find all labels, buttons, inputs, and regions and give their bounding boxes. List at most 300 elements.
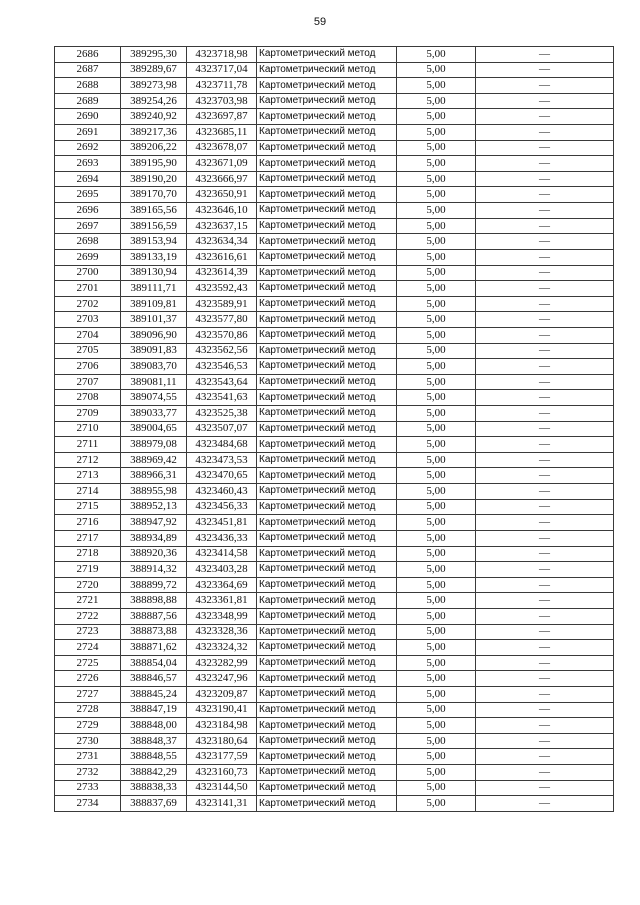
table-row (55, 390, 614, 406)
table-row (55, 733, 614, 749)
accuracy-cell: 5,00 (397, 203, 476, 219)
table-row (55, 452, 614, 468)
table-row (55, 265, 614, 281)
method-cell: Картометрический метод (257, 47, 397, 63)
x-coordinate-cell: 389081,11 (121, 374, 187, 390)
method-cell: Картометрический метод (257, 530, 397, 546)
table-row (55, 437, 614, 453)
method-cell: Картометрический метод (257, 265, 397, 281)
method-cell: Картометрический метод (257, 608, 397, 624)
y-coordinate-cell: 4323436,33 (187, 530, 257, 546)
table-row (55, 468, 614, 484)
y-coordinate-cell: 4323282,99 (187, 655, 257, 671)
point-number-cell: 2707 (55, 374, 121, 390)
x-coordinate-cell: 388979,08 (121, 437, 187, 453)
description-cell: — (476, 109, 614, 125)
description-cell: — (476, 686, 614, 702)
accuracy-cell: 5,00 (397, 281, 476, 297)
method-cell: Картометрический метод (257, 327, 397, 343)
table-row (55, 686, 614, 702)
y-coordinate-cell: 4323177,59 (187, 749, 257, 765)
table-row (55, 171, 614, 187)
x-coordinate-cell: 389165,56 (121, 203, 187, 219)
table-row (55, 234, 614, 250)
table-row (55, 406, 614, 422)
point-number-cell: 2697 (55, 218, 121, 234)
description-cell: — (476, 187, 614, 203)
page-number: 59 (313, 16, 327, 28)
x-coordinate-cell: 389101,37 (121, 312, 187, 328)
point-number-cell: 2731 (55, 749, 121, 765)
coordinates-table (54, 46, 614, 812)
accuracy-cell: 5,00 (397, 624, 476, 640)
point-number-cell: 2719 (55, 562, 121, 578)
y-coordinate-cell: 4323592,43 (187, 281, 257, 297)
point-number-cell: 2721 (55, 593, 121, 609)
method-cell: Картометрический метод (257, 765, 397, 781)
point-number-cell: 2717 (55, 530, 121, 546)
x-coordinate-cell: 389033,77 (121, 406, 187, 422)
table-row (55, 765, 614, 781)
accuracy-cell: 5,00 (397, 593, 476, 609)
y-coordinate-cell: 4323361,81 (187, 593, 257, 609)
description-cell: — (476, 515, 614, 531)
x-coordinate-cell: 389254,26 (121, 93, 187, 109)
point-number-cell: 2727 (55, 686, 121, 702)
x-coordinate-cell: 388842,29 (121, 765, 187, 781)
description-cell: — (476, 640, 614, 656)
accuracy-cell: 5,00 (397, 47, 476, 63)
table-row (55, 530, 614, 546)
accuracy-cell: 5,00 (397, 140, 476, 156)
x-coordinate-cell: 388966,31 (121, 468, 187, 484)
method-cell: Картометрический метод (257, 718, 397, 734)
description-cell: — (476, 733, 614, 749)
point-number-cell: 2700 (55, 265, 121, 281)
table-row (55, 546, 614, 562)
table-row (55, 749, 614, 765)
accuracy-cell: 5,00 (397, 718, 476, 734)
x-coordinate-cell: 388871,62 (121, 640, 187, 656)
y-coordinate-cell: 4323209,87 (187, 686, 257, 702)
table-row (55, 281, 614, 297)
x-coordinate-cell: 389109,81 (121, 296, 187, 312)
point-number-cell: 2722 (55, 608, 121, 624)
method-cell: Картометрический метод (257, 577, 397, 593)
y-coordinate-cell: 4323144,50 (187, 780, 257, 796)
y-coordinate-cell: 4323473,53 (187, 452, 257, 468)
method-cell: Картометрический метод (257, 156, 397, 172)
point-number-cell: 2733 (55, 780, 121, 796)
method-cell: Картометрический метод (257, 93, 397, 109)
point-number-cell: 2689 (55, 93, 121, 109)
table-row (55, 47, 614, 63)
method-cell: Картометрический метод (257, 343, 397, 359)
point-number-cell: 2704 (55, 327, 121, 343)
point-number-cell: 2711 (55, 437, 121, 453)
y-coordinate-cell: 4323324,32 (187, 640, 257, 656)
y-coordinate-cell: 4323184,98 (187, 718, 257, 734)
point-number-cell: 2695 (55, 187, 121, 203)
y-coordinate-cell: 4323525,38 (187, 406, 257, 422)
y-coordinate-cell: 4323180,64 (187, 733, 257, 749)
x-coordinate-cell: 389133,19 (121, 249, 187, 265)
table-row (55, 140, 614, 156)
accuracy-cell: 5,00 (397, 171, 476, 187)
x-coordinate-cell: 388848,37 (121, 733, 187, 749)
x-coordinate-cell: 388848,55 (121, 749, 187, 765)
y-coordinate-cell: 4323711,78 (187, 78, 257, 94)
table-row (55, 499, 614, 515)
accuracy-cell: 5,00 (397, 125, 476, 141)
method-cell: Картометрический метод (257, 468, 397, 484)
table-row (55, 624, 614, 640)
y-coordinate-cell: 4323190,41 (187, 702, 257, 718)
point-number-cell: 2716 (55, 515, 121, 531)
table-body (55, 47, 614, 812)
y-coordinate-cell: 4323348,99 (187, 608, 257, 624)
table-row (55, 702, 614, 718)
accuracy-cell: 5,00 (397, 796, 476, 812)
description-cell: — (476, 218, 614, 234)
point-number-cell: 2729 (55, 718, 121, 734)
accuracy-cell: 5,00 (397, 499, 476, 515)
point-number-cell: 2694 (55, 171, 121, 187)
description-cell: — (476, 343, 614, 359)
accuracy-cell: 5,00 (397, 156, 476, 172)
point-number-cell: 2688 (55, 78, 121, 94)
description-cell: — (476, 78, 614, 94)
accuracy-cell: 5,00 (397, 312, 476, 328)
description-cell: — (476, 125, 614, 141)
x-coordinate-cell: 388920,36 (121, 546, 187, 562)
y-coordinate-cell: 4323247,96 (187, 671, 257, 687)
table-row (55, 296, 614, 312)
table-row (55, 343, 614, 359)
description-cell: — (476, 390, 614, 406)
x-coordinate-cell: 389289,67 (121, 62, 187, 78)
table-row (55, 671, 614, 687)
point-number-cell: 2687 (55, 62, 121, 78)
x-coordinate-cell: 389096,90 (121, 327, 187, 343)
method-cell: Картометрический метод (257, 312, 397, 328)
description-cell: — (476, 234, 614, 250)
x-coordinate-cell: 388854,04 (121, 655, 187, 671)
point-number-cell: 2726 (55, 671, 121, 687)
x-coordinate-cell: 389153,94 (121, 234, 187, 250)
x-coordinate-cell: 388846,57 (121, 671, 187, 687)
x-coordinate-cell: 388838,33 (121, 780, 187, 796)
accuracy-cell: 5,00 (397, 374, 476, 390)
point-number-cell: 2730 (55, 733, 121, 749)
method-cell: Картометрический метод (257, 749, 397, 765)
description-cell: — (476, 312, 614, 328)
y-coordinate-cell: 4323470,65 (187, 468, 257, 484)
table-row (55, 327, 614, 343)
accuracy-cell: 5,00 (397, 390, 476, 406)
method-cell: Картометрический метод (257, 359, 397, 375)
table-row (55, 796, 614, 812)
y-coordinate-cell: 4323507,07 (187, 421, 257, 437)
x-coordinate-cell: 388899,72 (121, 577, 187, 593)
y-coordinate-cell: 4323484,68 (187, 437, 257, 453)
x-coordinate-cell: 388887,56 (121, 608, 187, 624)
x-coordinate-cell: 389004,65 (121, 421, 187, 437)
y-coordinate-cell: 4323456,33 (187, 499, 257, 515)
accuracy-cell: 5,00 (397, 702, 476, 718)
method-cell: Картометрический метод (257, 624, 397, 640)
description-cell: — (476, 530, 614, 546)
accuracy-cell: 5,00 (397, 468, 476, 484)
table-row (55, 374, 614, 390)
accuracy-cell: 5,00 (397, 686, 476, 702)
description-cell: — (476, 437, 614, 453)
x-coordinate-cell: 388914,32 (121, 562, 187, 578)
accuracy-cell: 5,00 (397, 562, 476, 578)
method-cell: Картометрический метод (257, 140, 397, 156)
table-row (55, 577, 614, 593)
method-cell: Картометрический метод (257, 374, 397, 390)
y-coordinate-cell: 4323634,34 (187, 234, 257, 250)
point-number-cell: 2686 (55, 47, 121, 63)
method-cell: Картометрический метод (257, 234, 397, 250)
y-coordinate-cell: 4323577,80 (187, 312, 257, 328)
description-cell: — (476, 718, 614, 734)
description-cell: — (476, 171, 614, 187)
description-cell: — (476, 296, 614, 312)
y-coordinate-cell: 4323666,97 (187, 171, 257, 187)
method-cell: Картометрический метод (257, 515, 397, 531)
method-cell: Картометрический метод (257, 281, 397, 297)
point-number-cell: 2708 (55, 390, 121, 406)
accuracy-cell: 5,00 (397, 234, 476, 250)
x-coordinate-cell: 389190,20 (121, 171, 187, 187)
point-number-cell: 2701 (55, 281, 121, 297)
accuracy-cell: 5,00 (397, 608, 476, 624)
y-coordinate-cell: 4323543,64 (187, 374, 257, 390)
description-cell: — (476, 468, 614, 484)
method-cell: Картометрический метод (257, 203, 397, 219)
x-coordinate-cell: 388898,88 (121, 593, 187, 609)
accuracy-cell: 5,00 (397, 421, 476, 437)
y-coordinate-cell: 4323364,69 (187, 577, 257, 593)
y-coordinate-cell: 4323160,73 (187, 765, 257, 781)
x-coordinate-cell: 388955,98 (121, 484, 187, 500)
accuracy-cell: 5,00 (397, 62, 476, 78)
description-cell: — (476, 327, 614, 343)
accuracy-cell: 5,00 (397, 749, 476, 765)
description-cell: — (476, 484, 614, 500)
description-cell: — (476, 671, 614, 687)
method-cell: Картометрический метод (257, 78, 397, 94)
method-cell: Картометрический метод (257, 655, 397, 671)
x-coordinate-cell: 389217,36 (121, 125, 187, 141)
method-cell: Картометрический метод (257, 171, 397, 187)
point-number-cell: 2718 (55, 546, 121, 562)
y-coordinate-cell: 4323685,11 (187, 125, 257, 141)
table-row (55, 780, 614, 796)
point-number-cell: 2732 (55, 765, 121, 781)
y-coordinate-cell: 4323650,91 (187, 187, 257, 203)
accuracy-cell: 5,00 (397, 218, 476, 234)
accuracy-cell: 5,00 (397, 765, 476, 781)
description-cell: — (476, 47, 614, 63)
x-coordinate-cell: 388847,19 (121, 702, 187, 718)
x-coordinate-cell: 388873,88 (121, 624, 187, 640)
table-row (55, 718, 614, 734)
method-cell: Картометрический метод (257, 62, 397, 78)
y-coordinate-cell: 4323141,31 (187, 796, 257, 812)
point-number-cell: 2696 (55, 203, 121, 219)
y-coordinate-cell: 4323589,91 (187, 296, 257, 312)
y-coordinate-cell: 4323546,53 (187, 359, 257, 375)
point-number-cell: 2724 (55, 640, 121, 656)
point-number-cell: 2714 (55, 484, 121, 500)
y-coordinate-cell: 4323414,58 (187, 546, 257, 562)
description-cell: — (476, 608, 614, 624)
description-cell: — (476, 249, 614, 265)
description-cell: — (476, 749, 614, 765)
point-number-cell: 2691 (55, 125, 121, 141)
table-row (55, 484, 614, 500)
table-row (55, 78, 614, 94)
x-coordinate-cell: 389083,70 (121, 359, 187, 375)
y-coordinate-cell: 4323570,86 (187, 327, 257, 343)
y-coordinate-cell: 4323697,87 (187, 109, 257, 125)
point-number-cell: 2723 (55, 624, 121, 640)
accuracy-cell: 5,00 (397, 484, 476, 500)
y-coordinate-cell: 4323703,98 (187, 93, 257, 109)
method-cell: Картометрический метод (257, 249, 397, 265)
x-coordinate-cell: 388848,00 (121, 718, 187, 734)
description-cell: — (476, 93, 614, 109)
table-row (55, 312, 614, 328)
method-cell: Картометрический метод (257, 125, 397, 141)
method-cell: Картометрический метод (257, 562, 397, 578)
y-coordinate-cell: 4323717,04 (187, 62, 257, 78)
method-cell: Картометрический метод (257, 671, 397, 687)
y-coordinate-cell: 4323614,39 (187, 265, 257, 281)
method-cell: Картометрический метод (257, 499, 397, 515)
method-cell: Картометрический метод (257, 546, 397, 562)
description-cell: — (476, 624, 614, 640)
x-coordinate-cell: 389195,90 (121, 156, 187, 172)
accuracy-cell: 5,00 (397, 671, 476, 687)
x-coordinate-cell: 389206,22 (121, 140, 187, 156)
point-number-cell: 2693 (55, 156, 121, 172)
method-cell: Картометрический метод (257, 733, 397, 749)
table-row (55, 359, 614, 375)
method-cell: Картометрический метод (257, 437, 397, 453)
method-cell: Картометрический метод (257, 593, 397, 609)
method-cell: Картометрический метод (257, 109, 397, 125)
description-cell: — (476, 702, 614, 718)
x-coordinate-cell: 389170,70 (121, 187, 187, 203)
description-cell: — (476, 593, 614, 609)
table-row (55, 640, 614, 656)
table-row (55, 156, 614, 172)
x-coordinate-cell: 389074,55 (121, 390, 187, 406)
point-number-cell: 2710 (55, 421, 121, 437)
table-row (55, 593, 614, 609)
table-row (55, 125, 614, 141)
table-row (55, 62, 614, 78)
description-cell: — (476, 374, 614, 390)
point-number-cell: 2705 (55, 343, 121, 359)
accuracy-cell: 5,00 (397, 437, 476, 453)
description-cell: — (476, 577, 614, 593)
point-number-cell: 2713 (55, 468, 121, 484)
description-cell: — (476, 140, 614, 156)
point-number-cell: 2702 (55, 296, 121, 312)
method-cell: Картометрический метод (257, 452, 397, 468)
accuracy-cell: 5,00 (397, 640, 476, 656)
accuracy-cell: 5,00 (397, 187, 476, 203)
method-cell: Картометрический метод (257, 640, 397, 656)
accuracy-cell: 5,00 (397, 327, 476, 343)
method-cell: Картометрический метод (257, 218, 397, 234)
method-cell: Картометрический метод (257, 702, 397, 718)
accuracy-cell: 5,00 (397, 296, 476, 312)
y-coordinate-cell: 4323451,81 (187, 515, 257, 531)
table-row (55, 187, 614, 203)
accuracy-cell: 5,00 (397, 343, 476, 359)
x-coordinate-cell: 388952,13 (121, 499, 187, 515)
method-cell: Картометрический метод (257, 484, 397, 500)
y-coordinate-cell: 4323616,61 (187, 249, 257, 265)
table-row (55, 109, 614, 125)
method-cell: Картометрический метод (257, 686, 397, 702)
accuracy-cell: 5,00 (397, 515, 476, 531)
y-coordinate-cell: 4323328,36 (187, 624, 257, 640)
point-number-cell: 2712 (55, 452, 121, 468)
description-cell: — (476, 156, 614, 172)
description-cell: — (476, 562, 614, 578)
accuracy-cell: 5,00 (397, 249, 476, 265)
point-number-cell: 2720 (55, 577, 121, 593)
method-cell: Картометрический метод (257, 406, 397, 422)
description-cell: — (476, 796, 614, 812)
point-number-cell: 2709 (55, 406, 121, 422)
table-row (55, 421, 614, 437)
y-coordinate-cell: 4323637,15 (187, 218, 257, 234)
point-number-cell: 2706 (55, 359, 121, 375)
point-number-cell: 2725 (55, 655, 121, 671)
method-cell: Картометрический метод (257, 421, 397, 437)
x-coordinate-cell: 388947,92 (121, 515, 187, 531)
point-number-cell: 2703 (55, 312, 121, 328)
y-coordinate-cell: 4323541,63 (187, 390, 257, 406)
x-coordinate-cell: 389130,94 (121, 265, 187, 281)
table-row (55, 562, 614, 578)
table-row (55, 93, 614, 109)
accuracy-cell: 5,00 (397, 265, 476, 281)
point-number-cell: 2699 (55, 249, 121, 265)
y-coordinate-cell: 4323460,43 (187, 484, 257, 500)
point-number-cell: 2698 (55, 234, 121, 250)
point-number-cell: 2692 (55, 140, 121, 156)
table-row (55, 249, 614, 265)
description-cell: — (476, 359, 614, 375)
table-row (55, 515, 614, 531)
table-row (55, 608, 614, 624)
accuracy-cell: 5,00 (397, 452, 476, 468)
y-coordinate-cell: 4323678,07 (187, 140, 257, 156)
description-cell: — (476, 265, 614, 281)
table-row (55, 655, 614, 671)
accuracy-cell: 5,00 (397, 93, 476, 109)
point-number-cell: 2715 (55, 499, 121, 515)
